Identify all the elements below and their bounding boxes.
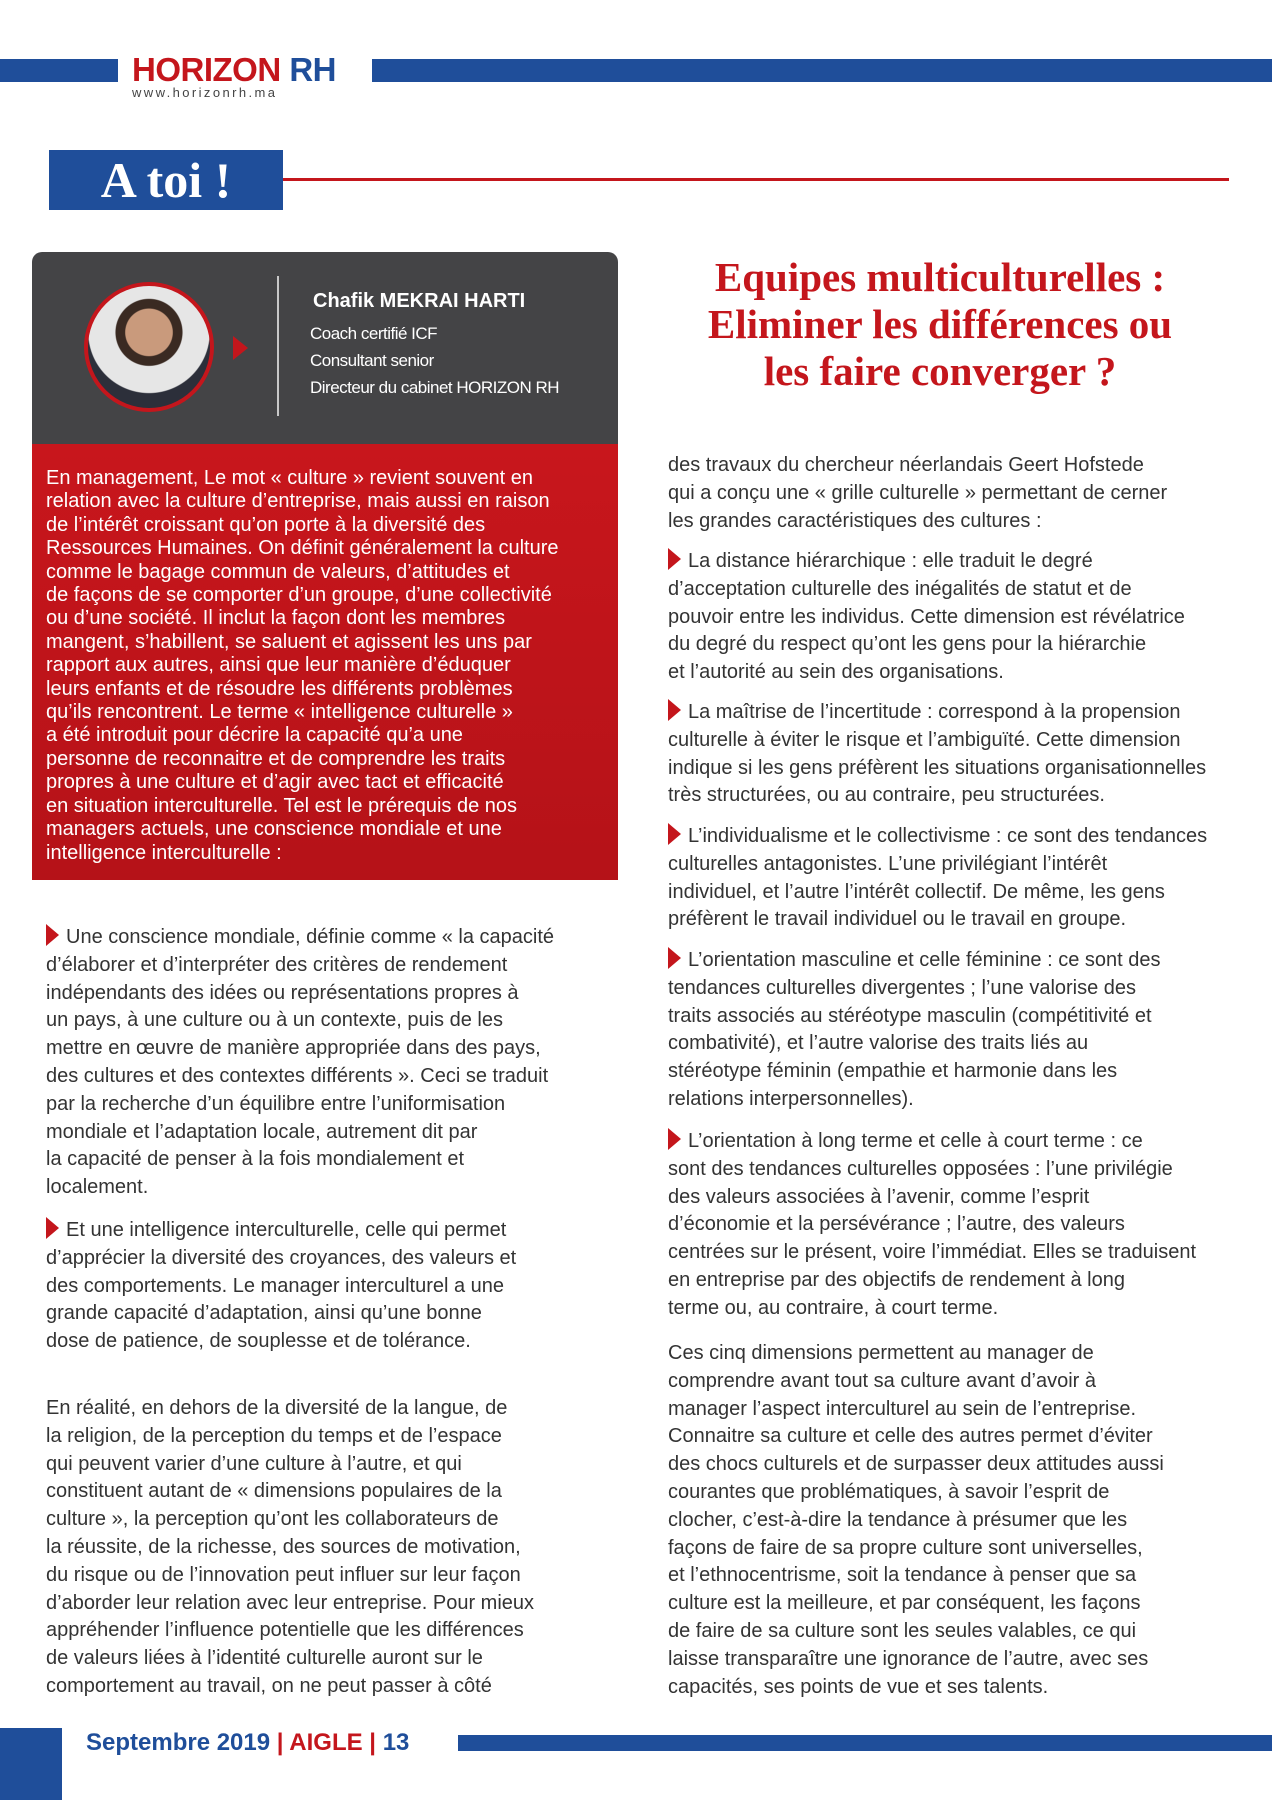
author-role-2: Consultant senior [310,351,434,370]
bullet-arrow-icon [46,1217,59,1239]
right-bullet-5: L’orientation à long terme et celle à court terme : ce sont des tendances culturelles opposées : l’une privilégie des valeurs associées à l’avenir, comme l’esprit d’économie et la persévérance ; l’autre, des valeurs centrées sur le présent, voire l’immédiat. Elles se traduisent en entreprise par des objectifs de rendement à long terme ou, au contraire, à court terme. [668,1130,1197,1319]
right-bullet-4: L’orientation masculine et celle féminine : ce sont des tendances culturelles divergentes ; l’une valorise des traits associés au stéréotype masculin (compétitivité et combativité), et l’autre valorise des traits liés au stéréotype féminin (empathie et harmonie dans les relations interpersonnelles). [668,949,1161,1110]
section-divider [283,178,1229,181]
header-bar-left [0,59,118,82]
left-bullet-2: Et une intelligence interculturelle, celle qui permet d’apprécier la diversité des croyances, des valeurs et des comportements. Le manager interculturel a une grande capacité d’adaptation, ainsi qu’une bonne dose de patience, de souplesse et de tolérance. [46,1219,517,1353]
brand-name: HORIZON RH [132,51,337,88]
footer-info [86,1728,409,1758]
article-title: Equipes multiculturelles : Eliminer les différences ou les faire converger ? [707,254,1173,394]
footer-bar [458,1735,1272,1751]
bullet-arrow-icon [46,924,59,946]
bullet-arrow-icon [668,699,681,721]
footer-separator: | [369,1729,377,1756]
author-name: Chafik MEKRAI HARTI [313,290,526,312]
arrow-right-icon [233,336,248,360]
page-number: 13 [382,1729,410,1756]
footer-separator: | [276,1729,284,1756]
header-bar-right [372,59,1272,82]
right-bullet-2: La maîtrise de l’incertitude : correspond à la propension culturelle à éviter le risque et l’ambiguïté. Cette dimension indique si les gens préfèrent les situations organisationnelles très structurées, ou au contraire, peu structurées. [668,701,1207,807]
brand-logo[interactable] [132,52,362,100]
bullet-arrow-icon [668,1128,681,1150]
bullet-arrow-icon [668,823,681,845]
author-role-1: Coach certifié ICF [310,324,438,343]
left-bullet-1: Une conscience mondiale, définie comme « la capacité d’élaborer et d’interpréter des critères de rendement indépendants des idées ou représentations propres à un pays, à une culture ou à un contexte, puis de les mettre en œuvre de manière appropriée dans des pays, des cultures et des contextes différents ». Ceci se traduit par la recherche d’un équilibre entre l’uniformisation mondiale et l’adaptation locale, autrement dit par la capacité de penser à la fois mondialement et localement. [46,926,555,1199]
intro-text: En management, Le mot « culture » revient souvent en relation avec la culture d’entreprise, mais aussi en raison de l’intérêt croissant qu’on porte à la diversité des Ressources Humaines. On définit généralement la culture comme le bagage commun de valeurs, d’attitudes et de façons de se comporter d’un groupe, d’une collectivité ou d’une société. Il inclut la façon dont les membres mangent, s’habillent, se saluent et agissent les uns par rapport aux autres, ainsi que leur manière d’éduquer leurs enfants et de résoudre les différents problèmes qu’ils rencontrent. Le terme « intelligence culturelle » a été introduit pour décrire la capacité qu’a une personne de reconnaitre et de comprendre les traits propres à une culture et d’agir avec tact et efficacité en situation interculturelle. Tel est le prérequis de nos managers actuels, une conscience mondiale et une intelligence interculturelle : [46,467,559,864]
right-bullet-1: La distance hiérarchique : elle traduit le degré d’acceptation culturelle des inégalités de statut et de pouvoir entre les individus. Cette dimension est révélatrice du degré du respect qu’ont les gens pour la hiérarchie et l’autorité au sein des organisations. [668,550,1185,684]
footer-block [0,1728,62,1800]
left-paragraph: En réalité, en dehors de la diversité de la langue, de la religion, de la perception du temps et de l’espace qui peuvent varier d’une culture à l’autre, et qui constituent autant de « dimensions populaires de la culture », la perception qu’ont les collaborateurs de la réussite, de la richesse, des sources de motivation, du risque ou de l’innovation peut influer sur leur façon d’aborder leur relation avec leur entreprise. Pour mieux appréhender l’influence potentielle que les différences de valeurs liées à l’identité culturelle auront sur le comportement au travail, on ne peut passer à côté [46,1397,535,1697]
author-divider [277,276,279,416]
footer-magazine: AIGLE [289,1729,363,1756]
right-bullet-3: L’individualisme et le collectivisme : ce sont des tendances culturelles antagonistes. L’une privilégiant l’intérêt individuel, et l’autre l’intérêt collectif. De même, les gens préfèrent le travail individuel ou le travail en groupe. [668,825,1208,931]
author-photo [84,282,214,412]
bullet-arrow-icon [668,947,681,969]
bullet-arrow-icon [668,548,681,570]
brand-url: www.horizonrh.ma [132,85,278,100]
right-paragraph-1: des travaux du chercheur néerlandais Geert Hofstede qui a conçu une « grille culturelle » permettant de cerner les grandes caractéristiques des cultures : [668,454,1168,532]
right-paragraph-2: Ces cinq dimensions permettent au manager de comprendre avant tout sa culture avant d’avoir à manager l’aspect interculturel au sein de l’entreprise. Connaitre sa culture et celle des autres permet d’éviter des chocs culturels et de surpasser deux attitudes aussi courantes que problématiques, à savoir l’esprit de clocher, c’est-à-dire la tendance à présumer que les façons de faire de sa propre culture sont universelles, et l’ethnocentrisme, soit la tendance à penser que sa culture est la meilleure, et par conséquent, les façons de faire de sa culture sont les seules valables, ce qui laisse transparaître une ignorance de l’autre, avec ses capacités, ses points de vue et ses talents. [668,1342,1164,1698]
section-label: A toi ! [49,150,283,210]
footer-date: Septembre 2019 [86,1729,271,1756]
author-role-3: Directeur du cabinet HORIZON RH [310,378,560,397]
